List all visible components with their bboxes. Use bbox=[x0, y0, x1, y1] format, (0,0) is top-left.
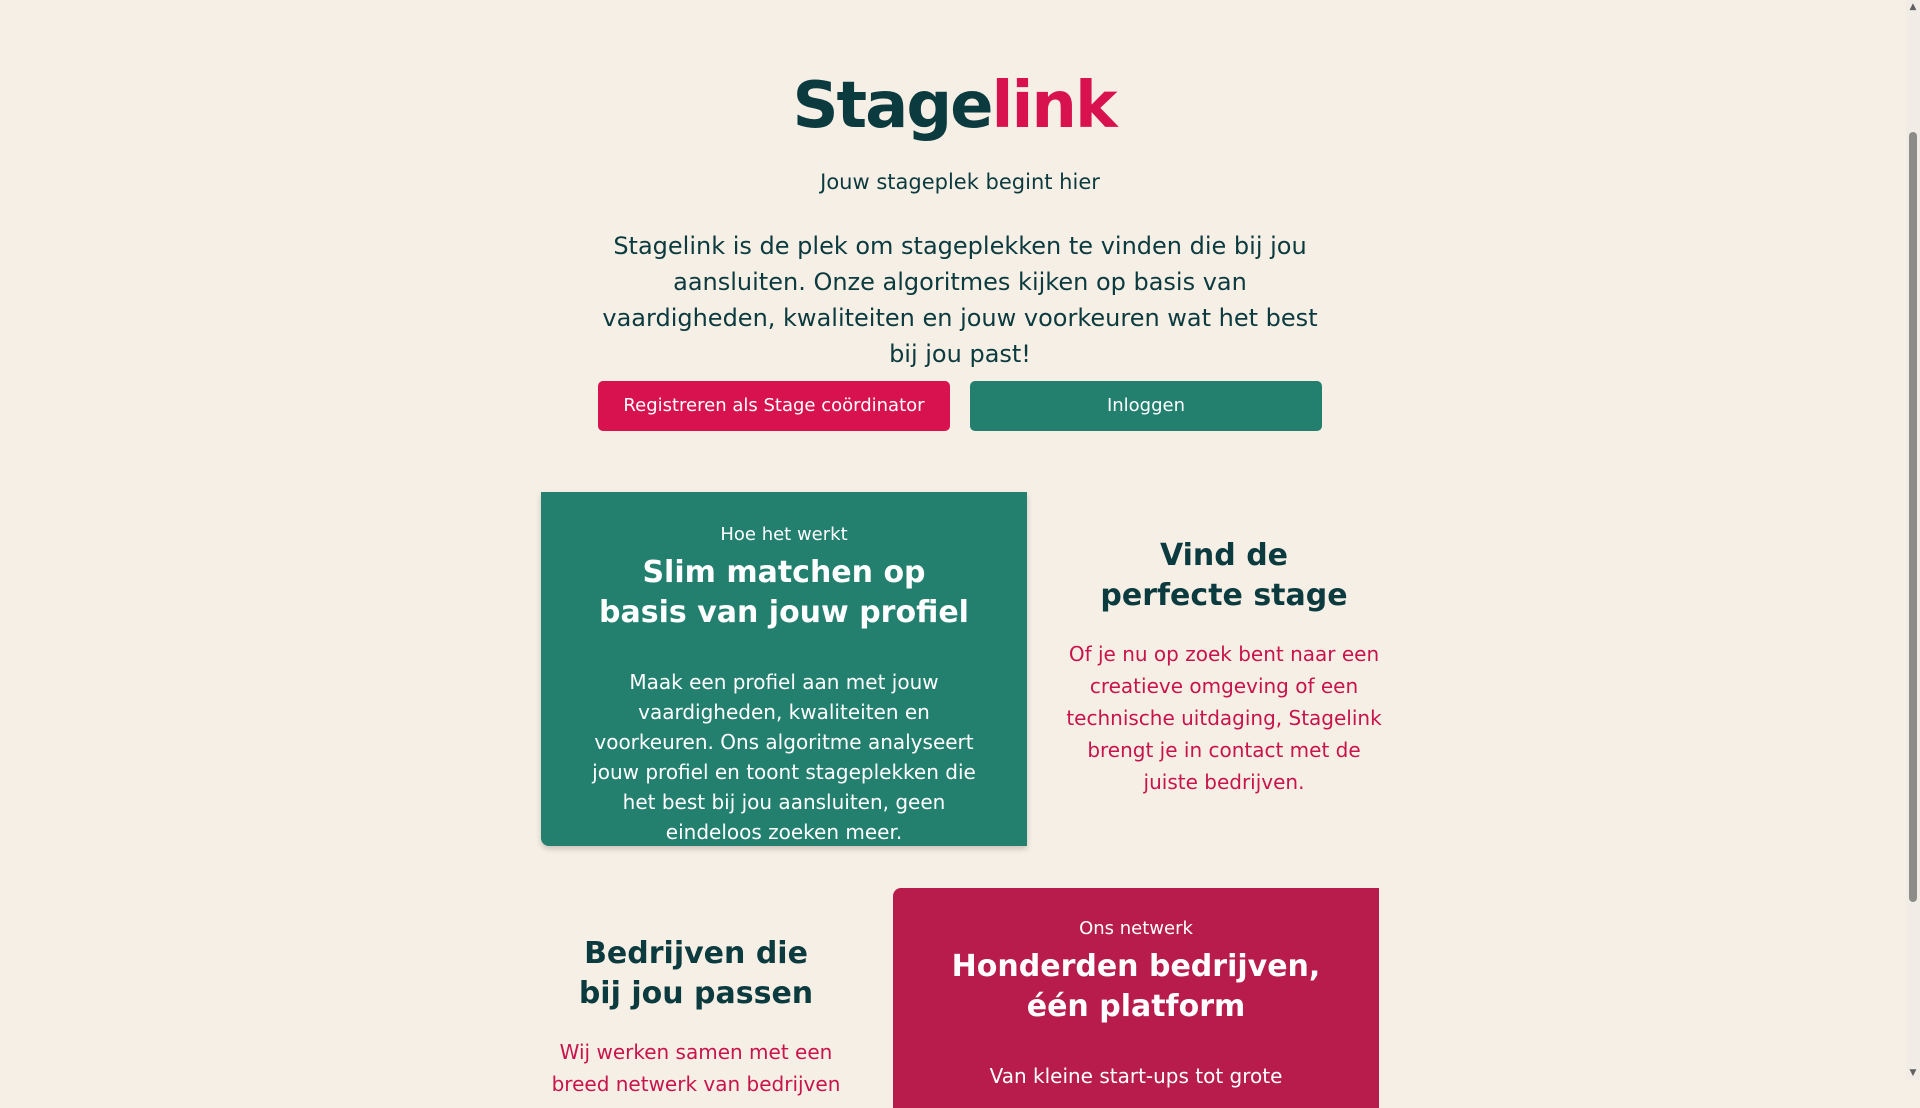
card-title-line2: één platform bbox=[1026, 989, 1246, 1024]
section-body: Of je nu op zoek bent naar een creatieve omgeving of een technische uitdaging, Stagelink brengt je in contact met de juiste bedrijven. bbox=[1066, 642, 1382, 794]
matching-companies-section bbox=[532, 934, 860, 1100]
scroll-up-arrow-icon[interactable]: ▲ bbox=[1909, 2, 1917, 12]
section-title-line1: Bedrijven die bbox=[584, 936, 808, 971]
card-title-line1: Slim matchen op bbox=[642, 555, 926, 590]
card-title bbox=[541, 553, 1027, 633]
card-title bbox=[893, 947, 1379, 1027]
section-body: Wij werken samen met een breed netwerk van bedrijven bbox=[551, 1040, 841, 1096]
register-coordinator-button[interactable]: Registreren als Stage coördinator bbox=[598, 381, 950, 431]
network-card bbox=[893, 888, 1379, 1108]
card-body: Maak een profiel aan met jouw vaardigheden, kwaliteiten en voorkeuren. Ons algoritme analyseert jouw profiel en toont stageplekken die het best bij jou aansluiten, geen eindeloos zoeken meer. bbox=[592, 670, 976, 844]
logo-part-stage: Stage bbox=[792, 69, 992, 143]
section-title bbox=[532, 934, 860, 1014]
find-perfect-internship-section bbox=[1060, 536, 1388, 798]
login-button[interactable]: Inloggen bbox=[970, 381, 1322, 431]
card-title-line2: basis van jouw profiel bbox=[599, 595, 969, 630]
section-title-line1: Vind de bbox=[1159, 538, 1289, 573]
section-title-line2: perfecte stage bbox=[1100, 578, 1348, 613]
card-body: Van kleine start-ups tot grote bbox=[989, 1064, 1283, 1088]
scrollbar-thumb[interactable] bbox=[1909, 132, 1917, 902]
card-eyebrow: Ons netwerk bbox=[1079, 918, 1193, 939]
section-title-line2: bij jou passen bbox=[578, 976, 814, 1011]
card-eyebrow: Hoe het werkt bbox=[720, 524, 848, 545]
logo-part-link: link bbox=[991, 69, 1116, 143]
intro-text: Stagelink is de plek om stageplekken te vinden die bij jou aansluiten. Onze algoritmes kijken op basis van vaardigheden, kwaliteiten en jouw voorkeuren wat het best bij jou past! bbox=[602, 232, 1318, 368]
logo[interactable] bbox=[0, 66, 1908, 146]
scroll-down-arrow-icon[interactable]: ▼ bbox=[1909, 1068, 1917, 1078]
section-title bbox=[1060, 536, 1388, 616]
card-title-line1: Honderden bedrijven, bbox=[951, 949, 1321, 984]
vertical-scrollbar[interactable] bbox=[1906, 0, 1920, 1080]
how-it-works-card bbox=[541, 492, 1027, 846]
tagline: Jouw stageplek begint hier bbox=[820, 170, 1100, 194]
